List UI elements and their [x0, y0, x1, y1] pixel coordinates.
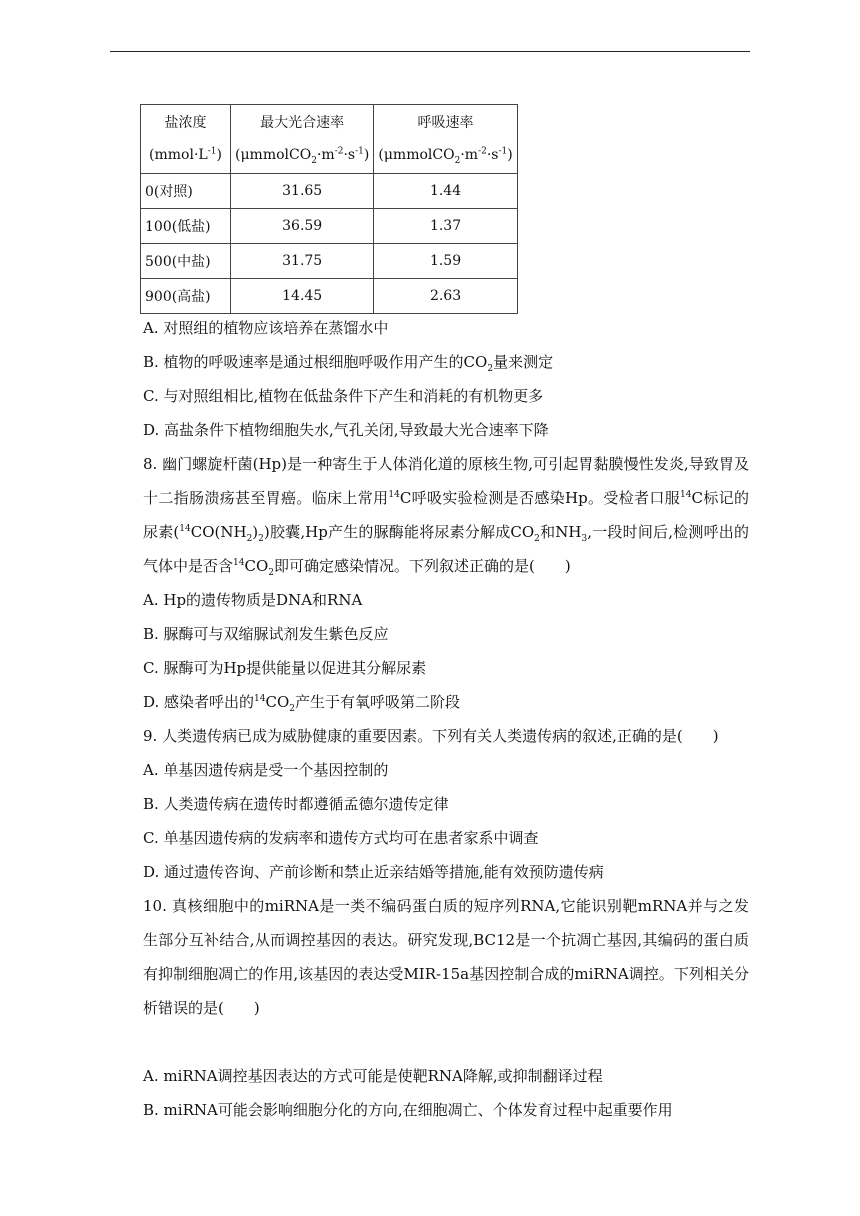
table-cell: 1.59	[374, 244, 517, 279]
table-cell: 31.65	[231, 174, 374, 209]
table-cell: 31.75	[231, 244, 374, 279]
q10-option-b: B. miRNA可能会影响细胞分化的方向,在细胞凋亡、个体发育过程中起重要作用	[143, 1101, 673, 1119]
q9-option-b: B. 人类遗传病在遗传时都遵循孟德尔遗传定律	[143, 795, 449, 813]
table-cell: 1.37	[374, 209, 517, 244]
table-cell: 500(中盐)	[141, 244, 231, 279]
table-cell: 0(对照)	[141, 174, 231, 209]
table-cell: 1.44	[374, 174, 517, 209]
q7-option-d: D. 高盐条件下植物细胞失水,气孔关闭,导致最大光合速率下降	[143, 421, 549, 439]
header-max-photosynthesis	[231, 105, 374, 174]
table-row	[141, 209, 518, 244]
header-unit: $(\mu mmolCO_2\cdot m^{-2}\cdot s^{-1})$	[235, 146, 370, 166]
q8-option-b: B. 脲酶可与双缩脲试剂发生紫色反应	[143, 625, 389, 643]
q9-option-c: C. 单基因遗传病的发病率和遗传方式均可在患者家系中调查	[143, 829, 539, 847]
header-unit: $(mmol\cdot L^{-1})$	[149, 146, 222, 163]
table-cell: 100(低盐)	[141, 209, 231, 244]
table-row	[141, 244, 518, 279]
table-cell: 36.59	[231, 209, 374, 244]
header-label: 呼吸速率	[417, 115, 474, 131]
header-salt-concentration	[141, 105, 231, 174]
q8-stem: 8. 幽门螺旋杆菌(Hp)是一种寄生于人体消化道的原核生物,可引起胃黏膜慢性发炎,导致胃及十二指肠溃疡甚至胃癌。临床上常用$^{14}$C呼吸实验检测是否感染Hp。受检者口服$^{14}$C标记的尿素$(^{14}CO(NH_2)_2)$胶囊,Hp产生的脲酶能将尿素分解成$CO_2$和$NH_3$,一段时间后,检测呼出的气体中是否含$^{14}CO_2$即可确定感染情况。下列叙述正确的是( )	[143, 455, 749, 578]
header-label: 盐浓度	[164, 115, 207, 131]
q7-option-a: A. 对照组的植物应该培养在蒸馏水中	[143, 319, 389, 337]
q8-option-c: C. 脲酶可为Hp提供能量以促进其分解尿素	[143, 659, 427, 677]
q9-stem: 9. 人类遗传病已成为威胁健康的重要因素。下列有关人类遗传病的叙述,正确的是( )	[143, 727, 719, 745]
q9-option-a: A. 单基因遗传病是受一个基因控制的	[143, 761, 389, 779]
header-respiration-rate	[374, 105, 517, 174]
q8-option-a: A. Hp的遗传物质是DNA和RNA	[143, 591, 363, 609]
q10-option-a: A. miRNA调控基因表达的方式可能是使靶RNA降解,或抑制翻译过程	[143, 1067, 603, 1085]
table-cell: 2.63	[374, 279, 517, 314]
table-row	[141, 279, 518, 314]
q9-option-d: D. 通过遗传咨询、产前诊断和禁止近亲结婚等措施,能有效预防遗传病	[143, 863, 604, 881]
q7-option-b: B. 植物的呼吸速率是通过根细胞呼吸作用产生的$CO_2$量来测定	[143, 353, 554, 374]
salt-concentration-table	[140, 104, 518, 314]
header-rule	[110, 51, 750, 52]
table-row	[141, 174, 518, 209]
q10-stem: 10. 真核细胞中的miRNA是一类不编码蛋白质的短序列RNA,它能识别靶mRNA并与之发生部分互补结合,从而调控基因的表达。研究发现,BC12是一个抗凋亡基因,其编码的蛋白质有抑制细胞凋亡的作用,该基因的表达受MIR-15a基因控制合成的miRNA调控。下列相关分析错误的是( )	[143, 897, 749, 1017]
table-header-row	[141, 105, 518, 174]
header-label: 最大光合速率	[260, 115, 345, 131]
q8-option-d: D. 感染者呼出的$^{14}CO_2$产生于有氧呼吸第二阶段	[143, 693, 461, 714]
header-unit: $(\mu mmolCO_2\cdot m^{-2}\cdot s^{-1})$	[378, 146, 513, 166]
q7-option-c: C. 与对照组相比,植物在低盐条件下产生和消耗的有机物更多	[143, 387, 544, 405]
table-cell: 14.45	[231, 279, 374, 314]
table-cell: 900(高盐)	[141, 279, 231, 314]
